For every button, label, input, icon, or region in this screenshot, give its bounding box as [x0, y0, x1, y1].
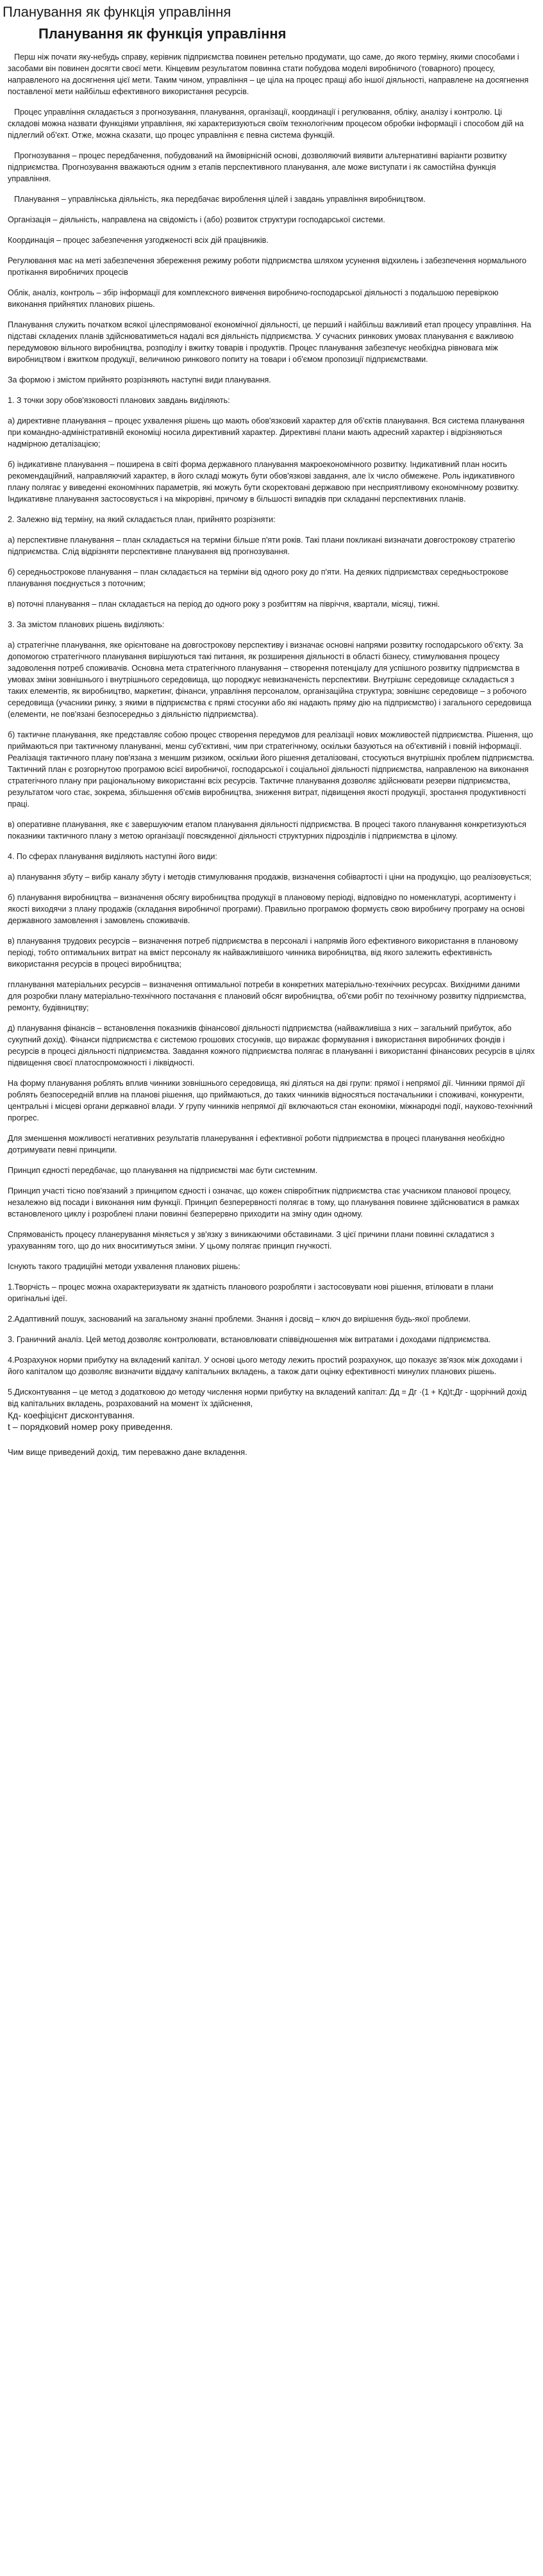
paragraph: Планування – управлінська діяльність, яка передбачає вироблення цілей і завдань управління виробництвом.	[14, 195, 426, 204]
paragraph: За формою і змістом прийнято розрізняють наступні види планування.	[8, 375, 271, 384]
paragraph: Прогнозування – процес передбачення, побудований на ймовірнісній основі, дозволяючий виявити альтернативні варіанти розвитку підприємства. Прогнозування вважаються одним з етапів перспективного планування, але може виступати і як самостійна функція управління.	[8, 151, 507, 183]
paragraph: а) планування збуту – вибір каналу збуту і методів стимулювання продажів, визначення собівартості і ціни на продукцію, що реалізовується;	[8, 873, 531, 882]
paragraph: а) перспективне планування – план складається на терміни більше п'яти років. Такі плани покликані визначати довгострокову стратегію підприємства. Слід відрізняти перспективне планування від прогнозування.	[8, 536, 515, 556]
paragraph: а) стратегічне планування, яке орієнтоване на довгострокову перспективу і визначає основні напрями розвитку господарського об'єкту. За допомогою стратегічного планування вирішуються такі питання, як розширення діяльності в області бізнесу, стимулювання процесу задоволення потреб споживачів. Основна мета стратегічного планування – створення потенціалу для успішного розвитку підприємства в умовах зміни зовнішнього і внутрішнього середовища, що породжує невизначеність перспективи. Внутрішнє середовище складається з таких елементів, як виробництво, маркетинг, фінанси, управління персоналом, організаційна структура; зовнішнє середовище – з робочого середовища (учасники ринку, з якими в підприємства є прямі стосунки або які надають пряму дію на підприємство) і загального середовища (елементи, не пов'язані безпосередньо з діяльністю підприємства).	[8, 641, 531, 719]
paragraph: б) планування виробництва – визначення обсягу виробництва продукції в плановому періоді, відповідно по номенклатурі, асортименту і якості виходячи з плану продажів (складання виробничої програми). Правильно програмою формуєть свою виробничу програму на основі державного замовлення і замовлень споживачів.	[8, 893, 525, 925]
paragraph: Облік, аналіз, контроль – збір інформації для комплексного вивчення виробничо-господарської діяльності з подальшою перевіркою виконання прийнятих планових рішень.	[8, 288, 499, 309]
article-body	[0, 51, 543, 1458]
paragraph: в) поточні планування – план складається на період до одного року з розбиттям на півріччя, квартали, місяці, тижні.	[8, 600, 440, 609]
paragraph: 4.Розрахунок норми прибутку на вкладений капітал. У основі цього методу лежить простий розрахунок, що показує зв'язок між доходами і його капіталом що дозволяє визначити віддачу капітальних вкладень, а також дати оцінку ефективності минулих планових рішень.	[8, 1356, 522, 1376]
paragraph: 2.Адаптивний пошук, заснований на загальному знанні проблеми. Знання і досвід – ключ до вирішення будь-якої проблеми.	[8, 1315, 471, 1324]
paragraph: Принцип єдності передбачає, що планування на підприємстві має бути системним.	[8, 1166, 318, 1175]
paragraph: 3. За змістом планових рішень виділяють:	[8, 620, 165, 629]
paragraph: Існують такого традиційні методи ухвалення планових рішень:	[8, 1262, 240, 1271]
paragraph: Координація – процес забезпечення узгодженості всіх дій працівників.	[8, 236, 269, 245]
closing-paragraph: Чим вище приведений дохід, тим переважно дане вкладення.	[8, 1447, 247, 1457]
paragraph: в) оперативне планування, яке є завершуючим етапом планування діяльності підприємства. В процесі такого планування конкретизуються показники тактичного плану з метою організації повсякденної діяльності структурних підрозділів і підприємства в цілому.	[8, 820, 526, 841]
paragraph: Регулювання має на меті забезпечення збереження режиму роботи підприємства шляхом усунення відхилень і забезпечення нормального протікання виробничих процесів	[8, 256, 527, 277]
paragraph: Принцип участі тісно пов'язаний з принципом єдності і означає, що кожен співробітник підприємства стає учасником планової процесу, незалежно від посади і виконання ним функції. Принцип безперервності полягає в тому, що планування повинне здійснюватися в рамках встановленого циклу і розроблені плани повинні безперервно приходити на зміну один одному.	[8, 1186, 519, 1218]
paragraph: б) тактичне планування, яке представляє собою процес створення передумов для реалізації нових можливостей підприємства. Рішення, що приймаються при тактичному плануванні, менш суб'єктивні, чим при стратегічному, оскільки базуються на об'єктивній і повній інформації. Реалізація тактичного плану пов'язана з меншим ризиком, оскільки його рішення деталізовані, стосуються внутрішніх проблем підприємства. Тактичний план є розгорнутою програмою всієї виробничої, господарської і соціальної діяльності підприємства, направленою на виконання стратегічного плану при раціональному використанні всіх ресурсів. Тактичне планування дозволяє здійснювати резерви підприємства, результатом чого стає, зокрема, збільшення об'ємів виробництва, зниження витрат, підвищення якості продукції, зростання продуктивності праці.	[8, 730, 535, 808]
formula-definition: t – порядковий номер року приведення.	[8, 1422, 173, 1432]
paragraph: 1.Творчість – процес можна охарактеризувати як здатність планового розробляти і застосовувати нові рішення, втілювати в плани оригінальні ідеї.	[8, 1283, 494, 1303]
paragraph: Для зменшення можливості негативних результатів планерування і ефективної роботи підприємства в процесі планування необхідно дотримувати певні принципи.	[8, 1134, 505, 1154]
paragraph: б) середньострокове планування – план складається на терміни від одного року до п'яти. На деяких підприємствах середньострокове планування поєднується з поточним;	[8, 568, 509, 588]
paragraph: На форму планування роблять вплив чинники зовнішнього середовища, які діляться на дві групи: прямої і непрямої дії. Чинники прямої дії роблять безпосередній вплив на планові рішення, що приймаються, до таких чинників відносяться постачальники і споживачі, конкуренти, центральні і місцеві органи державної влади. У групу чинників непрямої дії включаються стан економіки, міжнародні події, науково-технічний прогрес.	[8, 1079, 533, 1122]
paragraph: Організація – діяльність, направлена на свідомість і (або) розвиток структури господарської системи.	[8, 215, 385, 224]
paragraph: Процес управління складається з прогнозування, планування, організації, координації і регулювання, обліку, аналізу і контролю. Ці складові можна назвати функціями управління, які характеризуються своїм технологічним процесом обробки інформації і способом дій на підлеглий об'єкт. Отже, можна сказати, що процес управління є певна система функцій.	[8, 108, 524, 140]
paragraph: 3. Граничний аналіз. Цей метод дозволяє контролювати, встановлювати співвідношення між витратами і доходами підприємства.	[8, 1335, 491, 1344]
paragraph: б) індикативне планування – поширена в світі форма державного планування макроекономічного розвитку. Індикативний план носить рекомендаційний, направляючий характер, в його складі можуть бути обов'язкові завдання, але їх число обмежене. Роль індикативного плану полягає у виведенні економічних параметрів, які можуть бути скоректовані державою при несприятливому економічному розвитку. Індикативне планування застосовується і на мікрорівні, причому в більшості випадків при складанні перспективних планів.	[8, 460, 519, 504]
formula-definition: Кд- коефіцієнт дисконтування.	[8, 1410, 135, 1420]
paragraph: Планування служить початком всякої цілеспрямованої економічної діяльності, це перший і найбільш важливий етап процесу управління. На підставі складених планів здійснюватиметься надалі вся діяльність підприємства. У сучасних ринкових умовах планування є важливою передумовою вільного виробництва, розподілу і вжитку товарів і продуктів. Процес планування забезпечує необхідна рівновага між виробництвом і вжитком продукції, величиною ринкового попиту на товари і об'ємом пропозиції підприємствами.	[8, 320, 531, 364]
section-title: Планування як функція управління	[38, 26, 287, 42]
page-title: Планування як функція управління	[3, 4, 231, 20]
paragraph: в) планування трудових ресурсів – визначення потреб підприємства в персоналі і напрямів його ефективного використання в плановому періоді, тобто оптимальних витрат на вміст персоналу як найважливішого чинника виробництва, від якого залежить ефективність використання ресурсів в процесі виробництва;	[8, 937, 519, 969]
paragraph: 1. З точки зору обов'язковості планових завдань виділяють:	[8, 396, 230, 405]
paragraph: Перш ніж почати яку-небудь справу, керівник підприємства повинен ретельно продумати, що саме, до якого терміну, якими способами і засобами він повинен досягти своєї мети. Кінцевим результатом повинна стати побудова моделі виробничого (товарного) процесу, направленого на досягнення цієї мети. Таким чином, управління – це ціла на процес пращі або іншої діяльності, направлене на досягнення поставленої мети найбільш ефективного використання ресурсів.	[8, 53, 529, 96]
paragraph: д) планування фінансів – встановлення показників фінансової діяльності підприємства (найважливіша з них – загальний прибуток, або сукупний дохід). Фінанси підприємства є системою грошових стосунків, що виражає формування і використання виробничих фондів і ресурсів в процесі діяльності підприємства. Завдання кожного підприємства полягає в плануванні і використанні фінансових ресурсів в цілях підвищення своєї платоспроможності і ліквідності.	[8, 1024, 535, 1067]
paragraph: Спрямованість процесу планерування міняється у зв'язку з виникаючими обставинами. З цієї причини плани повинні складатися з урахуванням того, що до них вноситимуться зміни. У цьому полягає принцип гнучкості.	[8, 1230, 494, 1251]
paragraph: гпланування матеріальних ресурсів – визначення оптимальної потреби в конкретних матеріально-технічних ресурсах. Вихідними даними для розробки плану матеріально-технічного постачання є плановий обсяг виробництва, об'єми робіт по технічному розвитку підприємства, ремонту, будівництву;	[8, 980, 526, 1012]
paragraph: 4. По сферах планування виділяють наступні його види:	[8, 852, 217, 861]
paragraph: а) директивне планування – процес ухвалення рішень що мають обов'язковий характер для об'єктів планування. Вся система планування при командно-адміністративній економіці носила директивний характер. Директивні плани мають адресний характер і відрізняються надмірною деталізацією;	[8, 416, 525, 448]
paragraph: 2. Залежно від терміну, на який складається план, прийнято розрізняти:	[8, 515, 276, 524]
paragraph: 5.Дисконтування – це метод з додатковою до методу числення норми прибутку на вкладений капітал: Дд = Дг ·(1 + Кд)t;Дг - щорічний дохід від капітальних вкладень, розрахований на момент їх здійснення,	[8, 1388, 527, 1408]
